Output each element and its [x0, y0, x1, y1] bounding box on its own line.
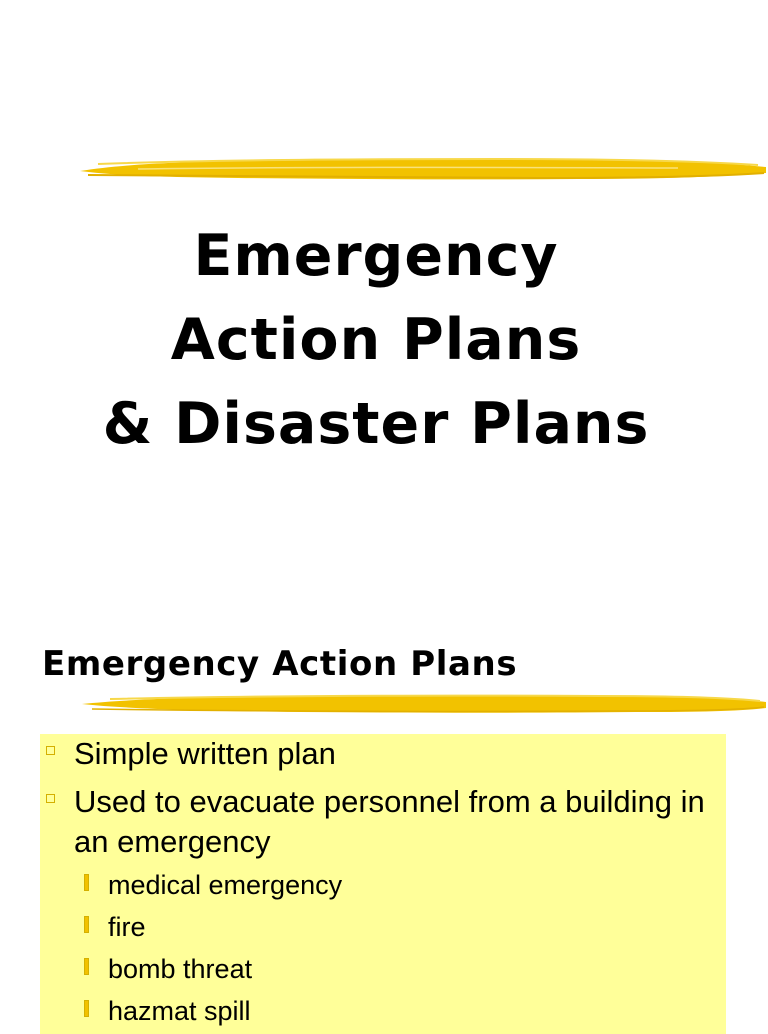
yellow-brush-stroke-divider — [78, 150, 768, 186]
slide-title-line: Action Plans — [170, 307, 582, 373]
bar-bullet-icon — [84, 958, 89, 975]
bullet-text: Simple written plan — [74, 736, 336, 771]
slide-title-line: Emergency — [193, 223, 559, 289]
bullet-list — [40, 734, 724, 1032]
bullet-item — [40, 782, 724, 1032]
sub-bullet-item — [74, 948, 724, 990]
slide-title — [40, 214, 712, 466]
bar-bullet-icon — [84, 874, 89, 891]
sub-bullet-text: fire — [108, 912, 146, 942]
bullet-text: Used to evacuate personnel from a building in an emergency — [74, 784, 705, 859]
sub-bullet-list — [74, 864, 724, 1032]
square-bullet-icon — [46, 746, 55, 755]
sub-bullet-text: medical emergency — [108, 870, 343, 900]
sub-bullet-item — [74, 906, 724, 948]
sub-bullet-text: hazmat spill — [108, 996, 251, 1026]
slide-title-line: & Disaster Plans — [102, 391, 650, 457]
square-bullet-icon — [46, 794, 55, 803]
section-title: Emergency Action Plans — [42, 644, 518, 684]
bullet-content-box — [40, 734, 726, 1034]
sub-bullet-text: bomb threat — [108, 954, 253, 984]
sub-bullet-item — [74, 990, 724, 1032]
bar-bullet-icon — [84, 916, 89, 933]
bar-bullet-icon — [84, 1000, 89, 1017]
bullet-item — [40, 734, 724, 774]
sub-bullet-item — [74, 864, 724, 906]
yellow-brush-stroke-divider — [80, 688, 768, 718]
